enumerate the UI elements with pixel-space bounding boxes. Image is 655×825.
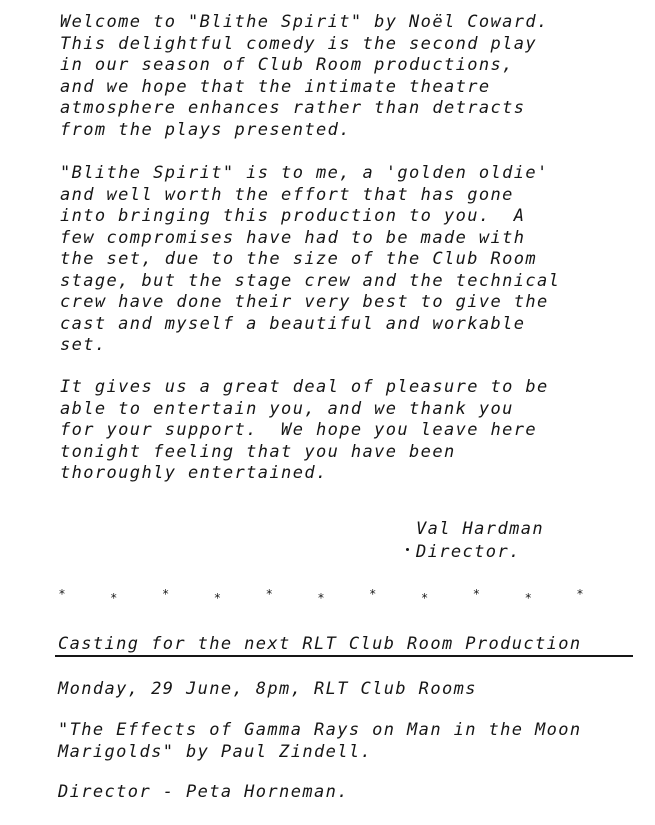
heading-underline — [55, 655, 633, 657]
separator-star: * — [213, 591, 221, 605]
separator-star: * — [369, 587, 377, 601]
text-line: This delightful comedy is the second play — [60, 33, 538, 54]
text-line: tonight feeling that you have been — [60, 441, 456, 462]
text-line: crew have done their very best to give the — [60, 292, 549, 312]
separator-star: * — [317, 591, 325, 605]
text-line: able to entertain you, and we thank you — [60, 398, 514, 419]
text-line: the set, due to the size of the Club Room — [60, 249, 538, 269]
text-line: and we hope that the intimate theatre — [60, 76, 491, 97]
casting-director — [58, 781, 349, 803]
separator-star: * — [265, 587, 273, 601]
thanks-paragraph — [60, 377, 549, 485]
text-line: in our season of Club Room productions, — [60, 55, 514, 75]
text-line: Director - Peta Horneman. — [58, 782, 349, 802]
star-separator — [56, 588, 586, 608]
text-line: into bringing this production to you. A — [60, 206, 526, 226]
text-line: and well worth the effort that has gone — [60, 184, 514, 205]
signature-name: Val Hardman — [416, 519, 544, 539]
text-line: for your support. We hope you leave here — [60, 420, 538, 440]
welcome-paragraph — [60, 12, 549, 141]
text-line: cast and myself a beautiful and workable — [60, 313, 526, 334]
text-line: atmosphere enhances rather than detracts — [60, 98, 526, 118]
casting-play-title — [58, 719, 582, 763]
separator-star: * — [524, 591, 532, 605]
text-line: few compromises have had to be made with — [60, 227, 526, 248]
separator-star: * — [58, 587, 66, 601]
casting-date — [58, 678, 477, 700]
separator-star: * — [576, 587, 584, 601]
text-line: Welcome to "Blithe Spirit" by Noël Coward. — [60, 12, 549, 32]
signature-role: Director. — [416, 542, 521, 562]
text-line: thoroughly entertained. — [60, 463, 328, 483]
text-line: stage, but the stage crew and the technical — [60, 270, 561, 291]
text-line: Marigolds" by Paul Zindell. — [58, 742, 373, 762]
text-line: set. — [60, 335, 107, 355]
separator-star: * — [161, 587, 170, 601]
set-paragraph — [60, 163, 560, 357]
casting-heading: Casting for the next RLT Club Room Production — [58, 634, 582, 654]
text-line: Monday, 29 June, 8pm, RLT Club Rooms — [58, 679, 477, 699]
text-line: from the plays presented. — [60, 119, 351, 140]
text-line: It gives us a great deal of pleasure to be — [60, 377, 549, 397]
separator-star: * — [472, 587, 480, 601]
signature-block — [416, 518, 544, 564]
separator-star: * — [110, 591, 118, 605]
text-line: "Blithe Spirit" is to me, a 'golden oldie' — [60, 163, 549, 183]
text-line: "The Effects of Gamma Rays on Man in the Moon — [58, 720, 582, 740]
stray-dot — [406, 548, 409, 551]
separator-star: * — [420, 591, 429, 605]
